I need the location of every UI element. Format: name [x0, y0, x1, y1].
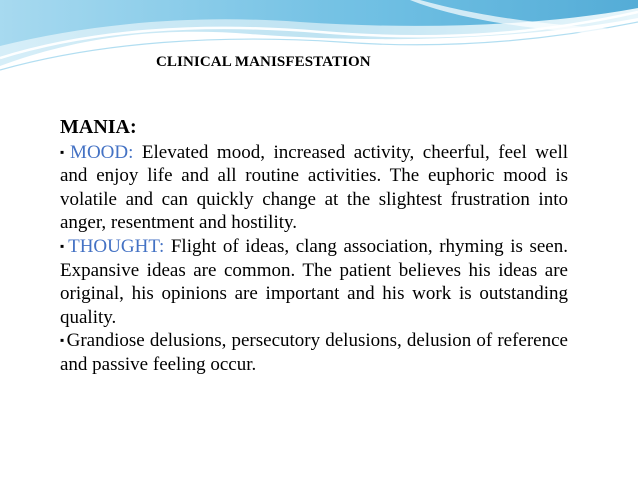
- square-bullet-icon: ▪: [60, 333, 65, 348]
- bullet-lead-mood: MOOD:: [70, 141, 134, 163]
- bullet-thought: [60, 235, 568, 329]
- bullet-lead-thought: THOUGHT:: [68, 235, 165, 257]
- slide-title: CLINICAL MANISFESTATION: [156, 54, 371, 70]
- square-bullet-icon: ▪: [60, 144, 69, 159]
- bullet-text-delusions: Grandiose delusions, persecutory delusions, delusion of reference and passive feeling occur.: [60, 330, 568, 375]
- bullet-text-thought: Flight of ideas, clang association, rhyming is seen. Expansive ideas are common. The patient believes his ideas are original, his opinions are important and his work is outstanding quality.: [60, 235, 568, 328]
- section-heading: MANIA:: [60, 116, 137, 138]
- bullet-delusions: [60, 329, 568, 376]
- bullet-text-mood: Elevated mood, increased activity, cheerful, feel well and enjoy life and all routine activities. The euphoric mood is volatile and can quickly change at the slightest frustration into anger, resentment and hostility.: [60, 141, 568, 234]
- bullet-mood: [60, 141, 568, 235]
- slide-content: [60, 116, 568, 377]
- square-bullet-icon: ▪: [60, 238, 67, 253]
